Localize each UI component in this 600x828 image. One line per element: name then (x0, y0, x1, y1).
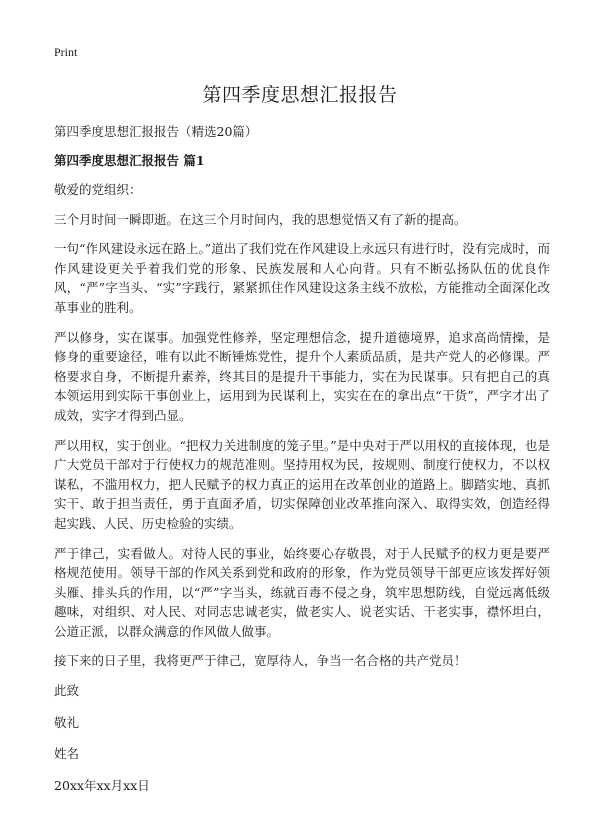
body-paragraph: 三个月时间一瞬即逝。在这三个月时间内，我的思想觉悟又有了新的提高。 (54, 211, 467, 227)
body-paragraph: 一句“作风建设永远在路上。”道出了我们党在作风建设上永远只有进行时，没有完成时，而作风建设更关乎着我们党的形象、民族发展和人心向背。只有不断弘扬队伍的优良作风，“严”字当头、“实”字践行，紧紧抓住作风建设这条主线不放松，方能推动全面深化改革事业的胜利。 (54, 241, 550, 315)
print-link[interactable]: Print (54, 45, 78, 59)
body-paragraph: 接下来的日子里，我将更严于律己，宽厚待人，争当一名合格的共产党员！ (54, 653, 467, 669)
document-body (54, 180, 550, 807)
regards-line: 敬礼 (54, 714, 80, 730)
document-subtitle: 第四季度思想汇报报告（精选20篇） (54, 124, 258, 139)
body-paragraph: 严以用权，实于创业。“把权力关进制度的笼子里。”是中央对于严以用权的直接体现，也是广大党员干部对于行使权力的规范准则。坚持用权为民，按规则、制度行使权力，不以权谋私，不滥用权力，把人民赋予的权力真正的运用在改革创业的道路上。脚踏实地、真抓实干、敢于担当责任，勇于直面矛盾，切实保障创业改革推向深入、取得实效，创造经得起实践、人民、历史检验的实绩。 (54, 437, 550, 531)
page-title: 第四季度思想汇报报告 (202, 84, 398, 106)
body-paragraph: 严于律己，实看做人。对待人民的事业，始终要心存敬畏，对于人民赋予的权力更是要严格规范使用。领导干部的作风关系到党和政府的形象，作为党员领导干部更应该发挥好领头雁、排头兵的作用，以“严”字当头，练就百毒不侵之身，筑牢思想防线，自觉远离低级趣味，对组织、对人民、对同志忠诚老实，做老实人、说老实话、干老实事，襟怀坦白，公道正派，以群众满意的作风做人做事。 (54, 545, 550, 639)
signature-date: 20xx年xx月xx日 (54, 777, 150, 793)
section-heading: 第四季度思想汇报报告 篇1 (54, 153, 205, 168)
signature-name: 姓名 (54, 746, 80, 762)
body-paragraph: 严以修身，实在谋事。加强党性修养，坚定理想信念，提升道德境界，追求高尚情操，是修身的重要途径，唯有以此不断锤炼党性，提升个人素质品质，是共产党人的必修课。严格要求自身，不断提升素养，终其目的是提升干事能力，实在为民谋事。只有把自己的真本领运用到实际干事创业上，运用到为民谋利上，实实在在的拿出点“干货”，严字才出了成效，实字才得到凸显。 (54, 329, 550, 423)
closing-line: 此致 (54, 683, 80, 699)
salutation: 敬爱的党组织： (54, 182, 142, 197)
